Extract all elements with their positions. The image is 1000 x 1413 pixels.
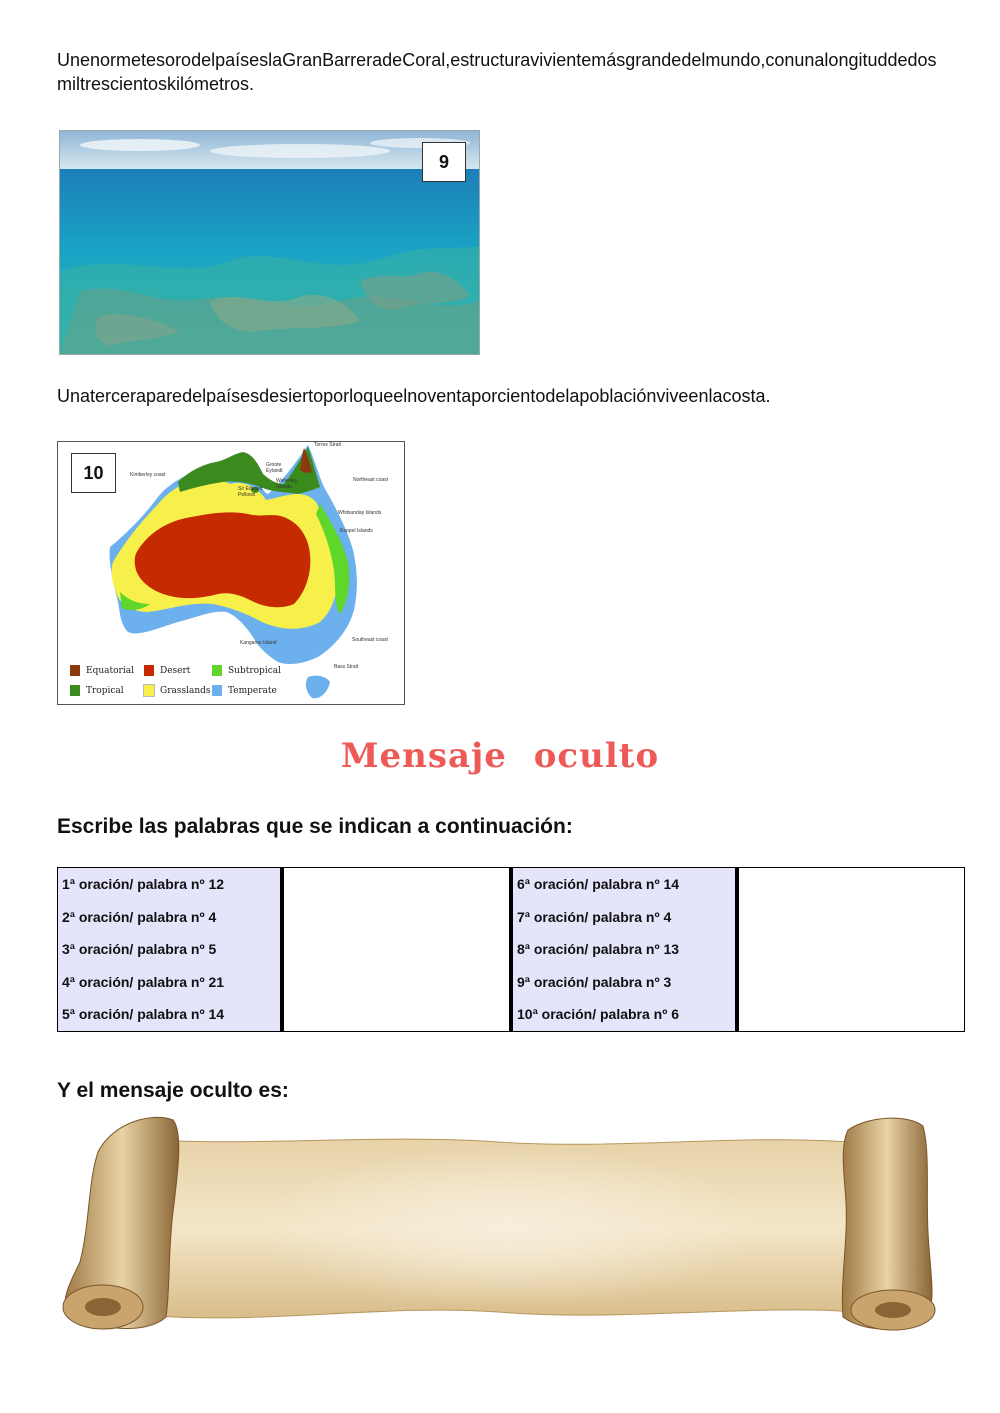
photo-number-badge: 9 xyxy=(422,142,466,182)
left-labels-column xyxy=(58,868,283,1032)
label-kangaroo: Kangaroo Island xyxy=(240,640,277,646)
label-wellesley: Wellesley Islands xyxy=(276,478,298,490)
table-row-label: 5ª oración/ palabra nº 14 xyxy=(62,1006,225,1023)
legend-desert xyxy=(144,665,190,676)
australia-climate-map xyxy=(57,441,405,705)
legend-label: Grasslands xyxy=(160,685,211,696)
legend-label: Temperate xyxy=(228,685,277,696)
table-row-label: 7ª oración/ palabra nº 4 xyxy=(517,908,672,925)
table-row-label: 1ª oración/ palabra nº 12 xyxy=(62,876,225,893)
page-title: Mensaje oculto xyxy=(340,736,660,776)
scroll-image xyxy=(58,1112,942,1334)
map-number-badge: 10 xyxy=(71,453,116,493)
right-answer-field[interactable] xyxy=(737,868,965,1032)
legend-tropical xyxy=(70,685,124,696)
table-row-label: 10ª oración/ palabra nº 6 xyxy=(517,1006,680,1023)
legend-temperate xyxy=(212,685,277,696)
message-label: Y el mensaje oculto es: xyxy=(57,1079,289,1102)
legend-equatorial xyxy=(70,665,134,676)
legend-label: Subtropical xyxy=(228,665,281,676)
table-row-label: 9ª oración/ palabra nº 3 xyxy=(517,973,672,990)
table-row-label: 8ª oración/ palabra nº 13 xyxy=(517,941,680,958)
label-keppel: Keppel Islands xyxy=(340,528,373,534)
message-scroll[interactable] xyxy=(58,1112,942,1334)
label-groote: Groote Eylandt xyxy=(266,462,283,474)
label-bass-strait: Bass Strait xyxy=(334,664,359,670)
legend-grasslands xyxy=(144,685,211,696)
reef-photo-image xyxy=(60,131,479,354)
label-torres-strait: Torres Strait xyxy=(314,442,341,448)
legend-swatch xyxy=(144,685,154,696)
sentence-9: UnenormetesorodelpaíseslaGranBarreradeCoral,estructuravivientemásgrandedelmundo,conunalongituddedosmiltrescientoskilómetros. xyxy=(57,50,937,94)
right-labels-column xyxy=(511,868,737,1032)
legend-swatch xyxy=(70,685,80,696)
legend-swatch xyxy=(212,685,222,696)
table-row-label: 3ª oración/ palabra nº 5 xyxy=(62,941,217,958)
legend-swatch xyxy=(70,665,80,676)
legend-label: Equatorial xyxy=(86,665,134,676)
label-whitsunday: Whitsunday Islands xyxy=(338,510,382,516)
sentence-10: Unaterceraparedelpaísesdesiertoporloqueelnoventaporcientodelapoblaciónviveenlacosta. xyxy=(57,386,771,406)
legend-swatch xyxy=(144,665,154,676)
legend-subtropical xyxy=(212,665,281,676)
table-row-label: 4ª oración/ palabra nº 21 xyxy=(62,973,225,990)
legend-label: Tropical xyxy=(86,685,124,696)
table-row-label: 6ª oración/ palabra nº 14 xyxy=(517,876,680,893)
label-southeast-coast: Southeast coast xyxy=(352,637,388,643)
legend-label: Desert xyxy=(160,665,191,676)
label-sir-edward: Sir Edward Pellows xyxy=(238,486,263,498)
legend-swatch xyxy=(212,665,222,676)
left-answer-field[interactable] xyxy=(282,868,511,1032)
instruction-heading: Escribe las palabras que se indican a continuación: xyxy=(57,815,573,838)
reef-photo xyxy=(59,130,480,355)
words-table xyxy=(57,867,965,1032)
label-northeast-coast: Northeast coast xyxy=(353,477,389,483)
table-row-label: 2ª oración/ palabra nº 4 xyxy=(62,908,217,925)
label-kimberley: Kimberley coast xyxy=(130,472,166,478)
